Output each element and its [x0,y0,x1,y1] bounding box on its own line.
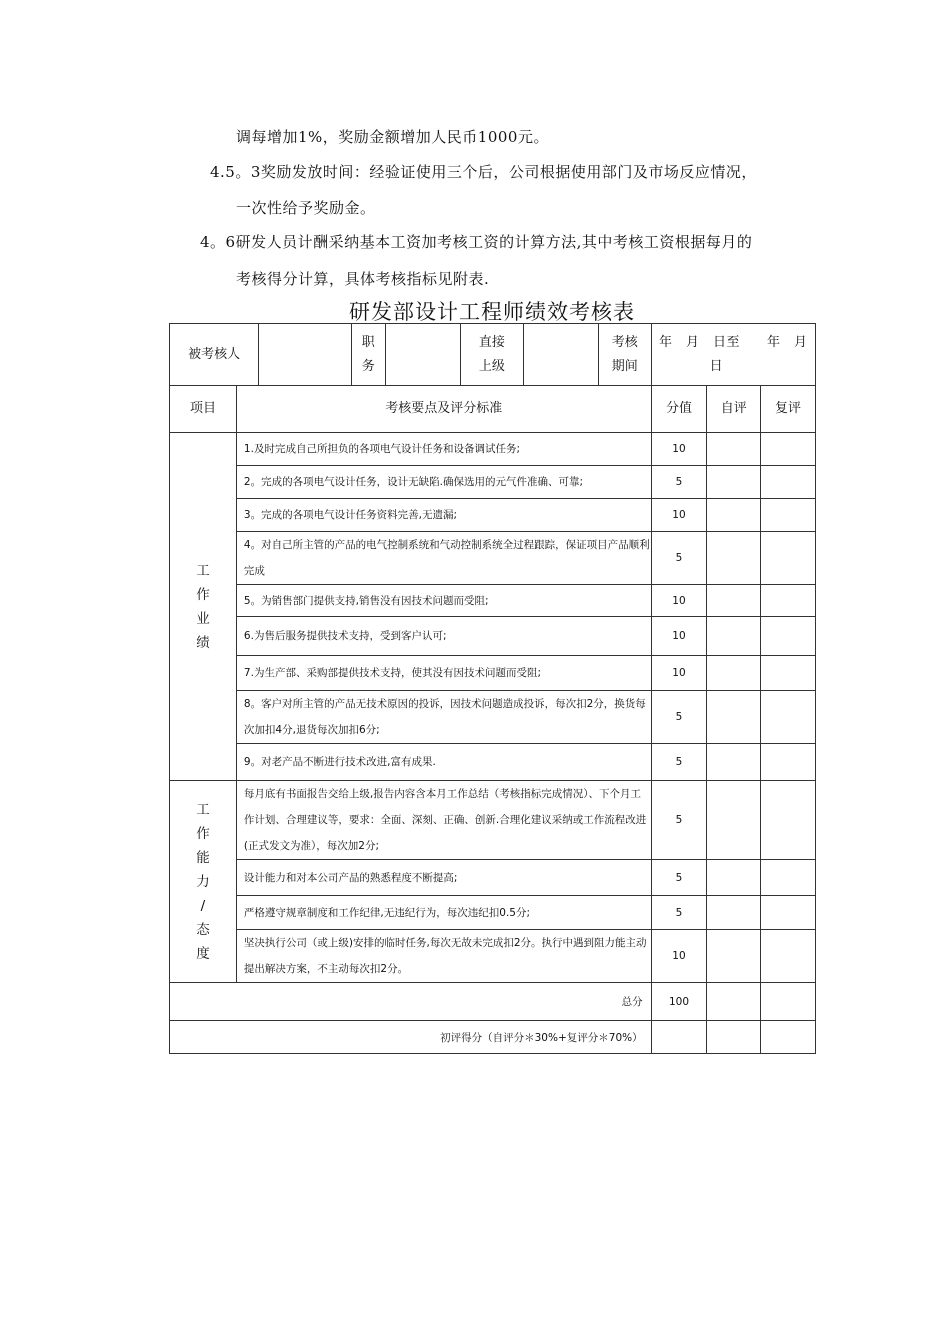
item-score: 10 [651,433,707,466]
self-score-cell[interactable] [707,656,761,691]
self-score-cell[interactable] [707,585,761,617]
total-score: 100 [651,983,707,1021]
review-score-cell[interactable] [761,585,816,617]
col-project: 项目 [170,386,237,433]
col-criteria: 考核要点及评分标准 [236,386,651,433]
initial-review-cell[interactable] [761,1021,816,1054]
item-score: 5 [651,781,707,860]
initial-score-cell[interactable] [651,1021,707,1054]
paragraph-5: 考核得分计算，具体考核指标见附表. [236,270,490,288]
review-score-cell[interactable] [761,617,816,656]
category-ability-char: 工 [196,801,210,818]
category-ability-char: 作 [196,825,210,842]
criteria-item: 3。完成的各项电气设计任务资料完善,无遗漏; [236,499,651,532]
category-performance-char: 作 [196,586,210,603]
evaluation-table [169,323,816,1054]
paragraph-3: 一次性给予奖励金。 [236,199,376,217]
paragraph-2: 4.5。3奖励发放时间：经验证使用三个后，公司根据使用部门及市场反应情况， [210,163,757,181]
self-score-cell[interactable] [707,896,761,930]
period-label-line1: 考核 [611,334,638,350]
criteria-item: 1.及时完成自己所担负的各项电气设计任务和设备调试任务; [236,433,651,466]
period-label [598,324,651,386]
review-score-cell[interactable] [761,896,816,930]
period-value[interactable] [651,324,815,386]
review-score-cell[interactable] [761,532,816,585]
col-score: 分值 [651,386,707,433]
review-score-cell[interactable] [761,860,816,896]
table-title: 研发部设计工程师绩效考核表 [349,300,635,324]
paragraph-4: 4。6研发人员计酬采纳基本工资加考核工资的计算方法,其中考核工资根据每月的 [200,233,753,251]
col-self: 自评 [707,386,761,433]
total-review-cell[interactable] [761,983,816,1021]
review-score-cell[interactable] [761,433,816,466]
self-score-cell[interactable] [707,744,761,781]
self-score-cell[interactable] [707,499,761,532]
supervisor-label-line1: 直接 [478,334,505,350]
item-score: 5 [651,532,707,585]
person-label: 被考核人 [170,324,259,386]
supervisor-label [461,324,524,386]
criteria-item: 设计能力和对本公司产品的熟悉程度不断提高; [236,860,651,896]
self-score-cell[interactable] [707,466,761,499]
initial-self-cell[interactable] [707,1021,761,1054]
paragraph-1: 调每增加1%，奖励金额增加人民币1000元。 [236,128,549,146]
criteria-item: 严格遵守规章制度和工作纪律,无违纪行为，每次违纪扣0.5分; [236,896,651,930]
self-score-cell[interactable] [707,617,761,656]
review-score-cell[interactable] [761,930,816,983]
category-performance-char: 工 [196,562,210,579]
supervisor-value-cell[interactable] [523,324,598,386]
self-score-cell[interactable] [707,930,761,983]
period-value-line2: 日 [709,358,724,374]
self-score-cell[interactable] [707,781,761,860]
item-score: 10 [651,617,707,656]
review-score-cell[interactable] [761,656,816,691]
item-score: 5 [651,896,707,930]
item-score: 5 [651,744,707,781]
criteria-item: 4。对自己所主管的产品的电气控制系统和气动控制系统全过程跟踪，保证项目产品顺利完成 [236,532,651,585]
self-score-cell[interactable] [707,860,761,896]
self-score-cell[interactable] [707,433,761,466]
category-performance-char: 业 [196,610,210,627]
initial-score-label: 初评得分（自评分＊30%+复评分＊70%） [170,1021,652,1054]
person-value-cell[interactable] [259,324,351,386]
item-score: 5 [651,466,707,499]
period-label-line2: 期间 [611,358,638,374]
period-value-line1: 年 月 日至 年 月 [659,334,808,350]
position-label-line1: 职 [361,334,375,350]
item-score: 5 [651,691,707,744]
category-ability-char: 能 [196,849,210,866]
review-score-cell[interactable] [761,499,816,532]
review-score-cell[interactable] [761,691,816,744]
criteria-item: 6.为售后服务提供技术支持，受到客户认可; [236,617,651,656]
item-score: 5 [651,860,707,896]
position-label [351,324,385,386]
category-ability-char: / [200,897,206,914]
criteria-item: 8。客户对所主管的产品无技术原因的投诉，因技术问题造成投诉，每次扣2分，换货每次加扣4分,退货每次加扣6分; [236,691,651,744]
col-review: 复评 [761,386,816,433]
criteria-item: 7.为生产部、采购部提供技术支持，使其没有因技术问题而受阻; [236,656,651,691]
criteria-item: 5。为销售部门提供支持,销售没有因技术问题而受阻; [236,585,651,617]
item-score: 10 [651,499,707,532]
category-ability-char: 度 [196,945,210,962]
position-label-line2: 务 [361,358,375,374]
criteria-item: 每月底有书面报告交给上级,报告内容含本月工作总结（考核指标完成情况）、下个月工作计划、合理建议等，要求：全面、深刻、正确、创新.合理化建议采纳或工作流程改进(正式发文为准），每次加2分; [236,781,651,860]
position-value-cell[interactable] [385,324,460,386]
criteria-item: 2。完成的各项电气设计任务，设计无缺陷.确保选用的元气件准确、可靠; [236,466,651,499]
review-score-cell[interactable] [761,466,816,499]
category-performance-char: 绩 [196,634,210,651]
category-ability-char: 力 [196,873,210,890]
review-score-cell[interactable] [761,744,816,781]
item-score: 10 [651,585,707,617]
total-self-cell[interactable] [707,983,761,1021]
category-performance [170,433,237,781]
review-score-cell[interactable] [761,781,816,860]
item-score: 10 [651,930,707,983]
total-label: 总分 [170,983,652,1021]
self-score-cell[interactable] [707,532,761,585]
criteria-item: 9。对老产品不断进行技术改进,富有成果. [236,744,651,781]
category-ability [170,781,237,983]
category-ability-char: 态 [196,921,210,938]
self-score-cell[interactable] [707,691,761,744]
criteria-item: 坚决执行公司（或上级)安排的临时任务,每次无故未完成扣2分。执行中遇到阻力能主动提出解决方案，不主动每次扣2分。 [236,930,651,983]
item-score: 10 [651,656,707,691]
supervisor-label-line2: 上级 [478,358,505,374]
